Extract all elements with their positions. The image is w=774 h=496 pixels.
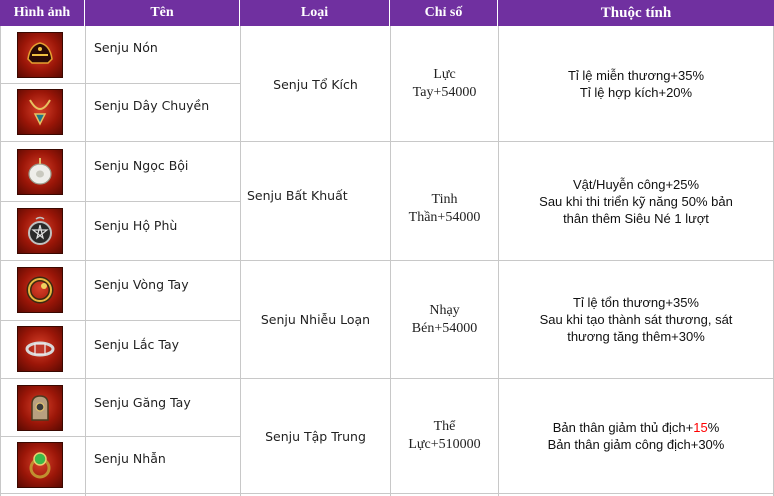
set-attribute [499,142,773,260]
attr-line: Sau khi tạo thành sát thương, sát [539,312,733,327]
set-type: Senju Bất Khuất [247,187,348,203]
set-type: Senju Tập Trung [265,428,366,444]
item-name: Senju Nhẫn [94,450,166,466]
highlight-value: 15 [693,420,708,435]
set-attribute [499,379,773,493]
glove-icon [17,385,63,431]
attr-line: Vật/Huyễn công+25% [572,176,700,192]
header-attribute: Thuộc tính [498,0,774,26]
item-image [12,205,68,257]
attr-line: thân thêm Siêu Né 1 lượt [563,210,709,226]
stat-line: Bén+54000 [411,320,478,336]
ring-icon [17,442,63,488]
grid-line [0,493,774,494]
item-image [12,86,68,138]
grid-line [0,26,1,496]
set-stat [391,27,498,141]
attr-line [553,419,720,436]
stat-line: Thần+54000 [408,210,481,225]
set-stat [391,261,498,378]
attr-line: Tỉ lệ hợp kích+20% [579,85,693,100]
item-image [12,323,68,375]
item-name: Senju Ngọc Bội [94,157,189,173]
helmet-icon [17,32,63,78]
item-name: Senju Găng Tay [94,394,191,410]
attr-suffix: % [707,420,720,435]
bracelet-icon [17,267,63,313]
stat-line: Lực [433,67,456,82]
attr-prefix: Bản thân giảm thủ địch+ [552,420,694,435]
stat-line: Tinh [431,192,458,207]
item-name: Senju Lắc Tay [94,336,180,352]
header-type: Loại [240,0,390,26]
set-type: Senju Nhiễu Loạn [260,312,371,327]
item-image [12,264,68,316]
item-image [12,29,68,81]
item-image [12,146,68,198]
set-stat [391,379,498,493]
set-attribute [499,27,773,141]
attr-line: Tỉ lệ tổn thương+35% [573,295,699,310]
item-name: Senju Hộ Phù [94,217,178,233]
set-stat [391,142,498,276]
item-image [12,382,68,434]
wristband-icon [17,326,63,372]
set-type: Senju Tổ Kích [273,76,358,92]
attr-line: thương tăng thêm+30% [567,329,705,344]
item-image [12,439,68,491]
amulet-icon [17,208,63,254]
set-attribute [499,261,773,378]
stat-line: Nhạy [429,302,460,318]
item-name: Senju Dây Chuyền [94,97,210,113]
attr-line: Bản thân giảm công địch+30% [547,437,725,452]
attr-line: Sau khi thi triển kỹ năng 50% bản [539,193,733,209]
item-name: Senju Nón [94,39,158,55]
header-image: Hình ảnh [0,0,85,26]
necklace-icon [17,89,63,135]
header-stat: Chỉ số [390,0,498,26]
stat-line: Lực+510000 [408,437,481,452]
item-name: Senju Vòng Tay [94,276,189,292]
header-name: Tên [85,0,240,26]
jade-pendant-icon [17,149,63,195]
stat-line: Thể [433,419,456,434]
attr-line: Tỉ lệ miễn thương+35% [567,68,705,83]
stat-line: Tay+54000 [412,85,477,100]
